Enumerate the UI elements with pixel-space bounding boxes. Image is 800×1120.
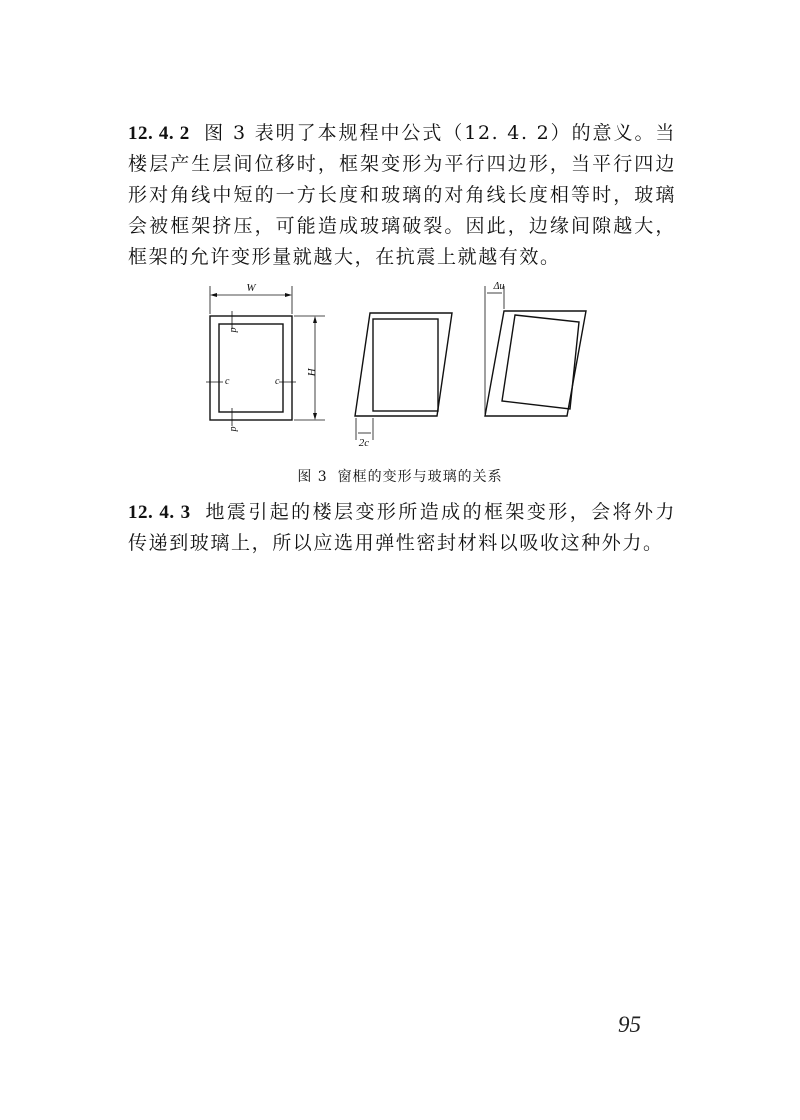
width-label: W xyxy=(246,282,256,294)
page-number: 95 xyxy=(618,1012,641,1037)
section-number: 12. 4. 2 xyxy=(128,123,190,144)
undeformed-frame xyxy=(206,286,325,426)
paragraph-12-4-2 xyxy=(128,118,676,273)
figure-caption xyxy=(0,466,800,486)
section-number: 12. 4. 3 xyxy=(128,502,191,523)
figure-drawing xyxy=(195,280,625,450)
figure-frame-deformation xyxy=(195,280,625,450)
height-label: H xyxy=(305,368,317,376)
displacement-label: Δu xyxy=(493,281,505,292)
bottom-clearance-label: d xyxy=(228,426,239,432)
caption-number: 图 3 xyxy=(297,469,328,485)
deformed-frame xyxy=(355,313,452,440)
right-clearance-label: c xyxy=(275,376,280,387)
paragraph-text: 地震引起的楼层变形所造成的框架变形，会将外力传递到玻璃上，所以应选用弹性密封材料以吸收这种外力。 xyxy=(128,501,677,554)
double-clearance-label: 2c xyxy=(358,437,370,449)
left-clearance-label: c xyxy=(225,376,230,387)
top-clearance-label: d xyxy=(228,327,239,333)
overdeformed-frame xyxy=(485,286,586,416)
caption-text: 窗框的变形与玻璃的关系 xyxy=(337,469,503,485)
paragraph-12-4-3 xyxy=(128,497,676,559)
paragraph-text: 图 3 表明了本规程中公式（12. 4. 2）的意义。当楼层产生层间位移时，框架变形为平行四边形，当平行四边形对角线中短的一方长度和玻璃的对角线长度相等时，玻璃会被框架挤压，可能造成玻璃破裂。因此，边缘间隙越大，框架的允许变形量就越大，在抗震上就越有效。 xyxy=(128,122,677,268)
